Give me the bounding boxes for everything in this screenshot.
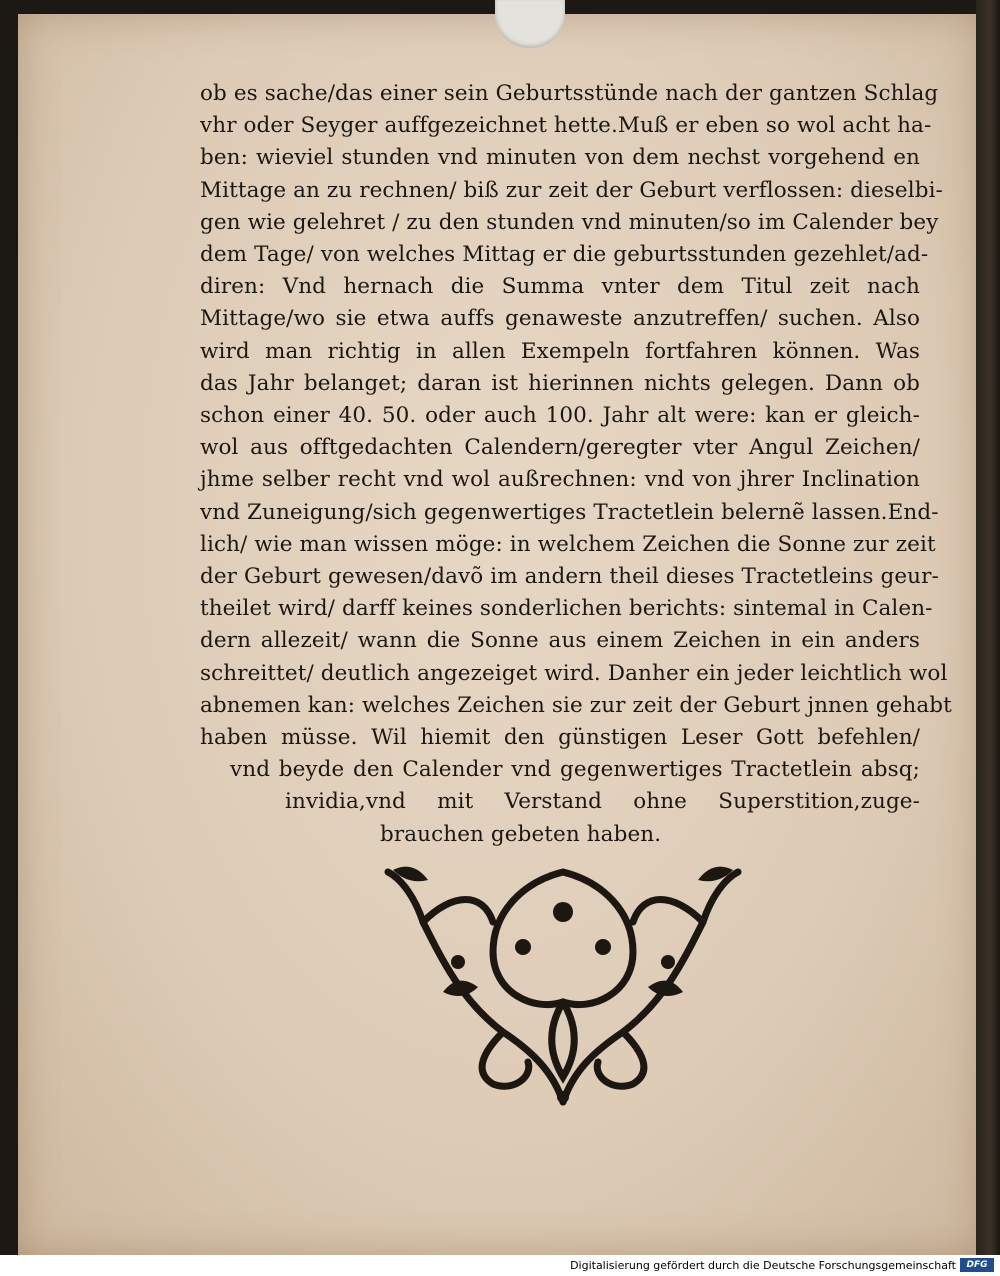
text-line: abnemen kan: welches Zeichen sie zur zeit der Geburt jnnen gehabt xyxy=(200,692,952,718)
text-line: wird man richtig in allen Exempeln fortfahren können. Was xyxy=(200,338,920,364)
text-line-last: brauchen gebeten haben. xyxy=(380,821,662,847)
text-line: vhr oder Seyger auffgezeichnet hette.Muß er eben so wol acht ha- xyxy=(200,113,932,139)
text-line: lich/ wie man wissen möge: in welchem Zeichen die Sonne zur zeit xyxy=(200,531,936,557)
text-line: vnd beyde den Calender vnd gegenwertiges Tractetlein absq; xyxy=(230,757,920,783)
text-line: dem Tage/ von welches Mittag er die geburtsstunden gezehlet/ad- xyxy=(200,242,929,268)
text-line: invidia,vnd mit Verstand ohne Superstition,zuge- xyxy=(285,789,920,815)
text-line: schreittet/ deutlich angezeiget wird. Danher ein jeder leichtlich wol xyxy=(200,660,948,686)
funding-credit: Digitalisierung gefördert durch die Deutsche Forschungsgemeinschaft xyxy=(570,1259,956,1272)
body-text xyxy=(200,78,952,851)
text-line: Mittage an zu rechnen/ biß zur zeit der Geburt verflossen: dieselbi- xyxy=(200,177,943,203)
text-line: dern allezeit/ wann die Sonne aus einem Zeichen in ein anders xyxy=(200,628,920,654)
text-line: ob es sache/das einer sein Geburtsstünde nach der gantzen Schlag xyxy=(200,81,939,106)
text-line: schon einer 40. 50. oder auch 100. Jahr alt were: kan er gleich- xyxy=(200,403,920,429)
text-line: haben müsse. Wil hiemit den günstigen Leser Gott befehlen/ xyxy=(200,725,920,751)
text-line: der Geburt gewesen/davõ im andern theil dieses Tractetleins geur- xyxy=(200,564,939,590)
text-line: Mittage/wo sie etwa auffs genaweste anzutreffen/ suchen. Also xyxy=(200,306,920,332)
text-line: das Jahr belanget; daran ist hierinnen nichts gelegen. Dann ob xyxy=(200,370,920,396)
dfg-logo: DFG xyxy=(960,1258,994,1272)
text-line: diren: Vnd hernach die Summa vnter dem Titul zeit nach xyxy=(200,274,920,300)
text-line: jhme selber recht vnd wol außrechnen: vnd von jhrer Inclination xyxy=(200,467,920,493)
text-line: ben: wieviel stunden vnd minuten von dem nechst vorgehend en xyxy=(200,145,920,171)
page-edge xyxy=(976,0,1000,1255)
text-line: gen wie gelehret / zu den stunden vnd minuten/so im Calender bey xyxy=(200,209,939,235)
text-line: vnd Zuneigung/sich gegenwertiges Tractetlein belernẽ lassen.End- xyxy=(200,499,939,525)
text-line: wol aus offtgedachten Calendern/geregter vter Angul Zeichen/ xyxy=(200,435,920,461)
decorative-tailpiece-ornament xyxy=(383,852,743,1112)
footer-bar xyxy=(0,1255,1000,1276)
text-line: theilet wird/ darff keines sonderlichen berichts: sintemal in Calen- xyxy=(200,596,933,622)
